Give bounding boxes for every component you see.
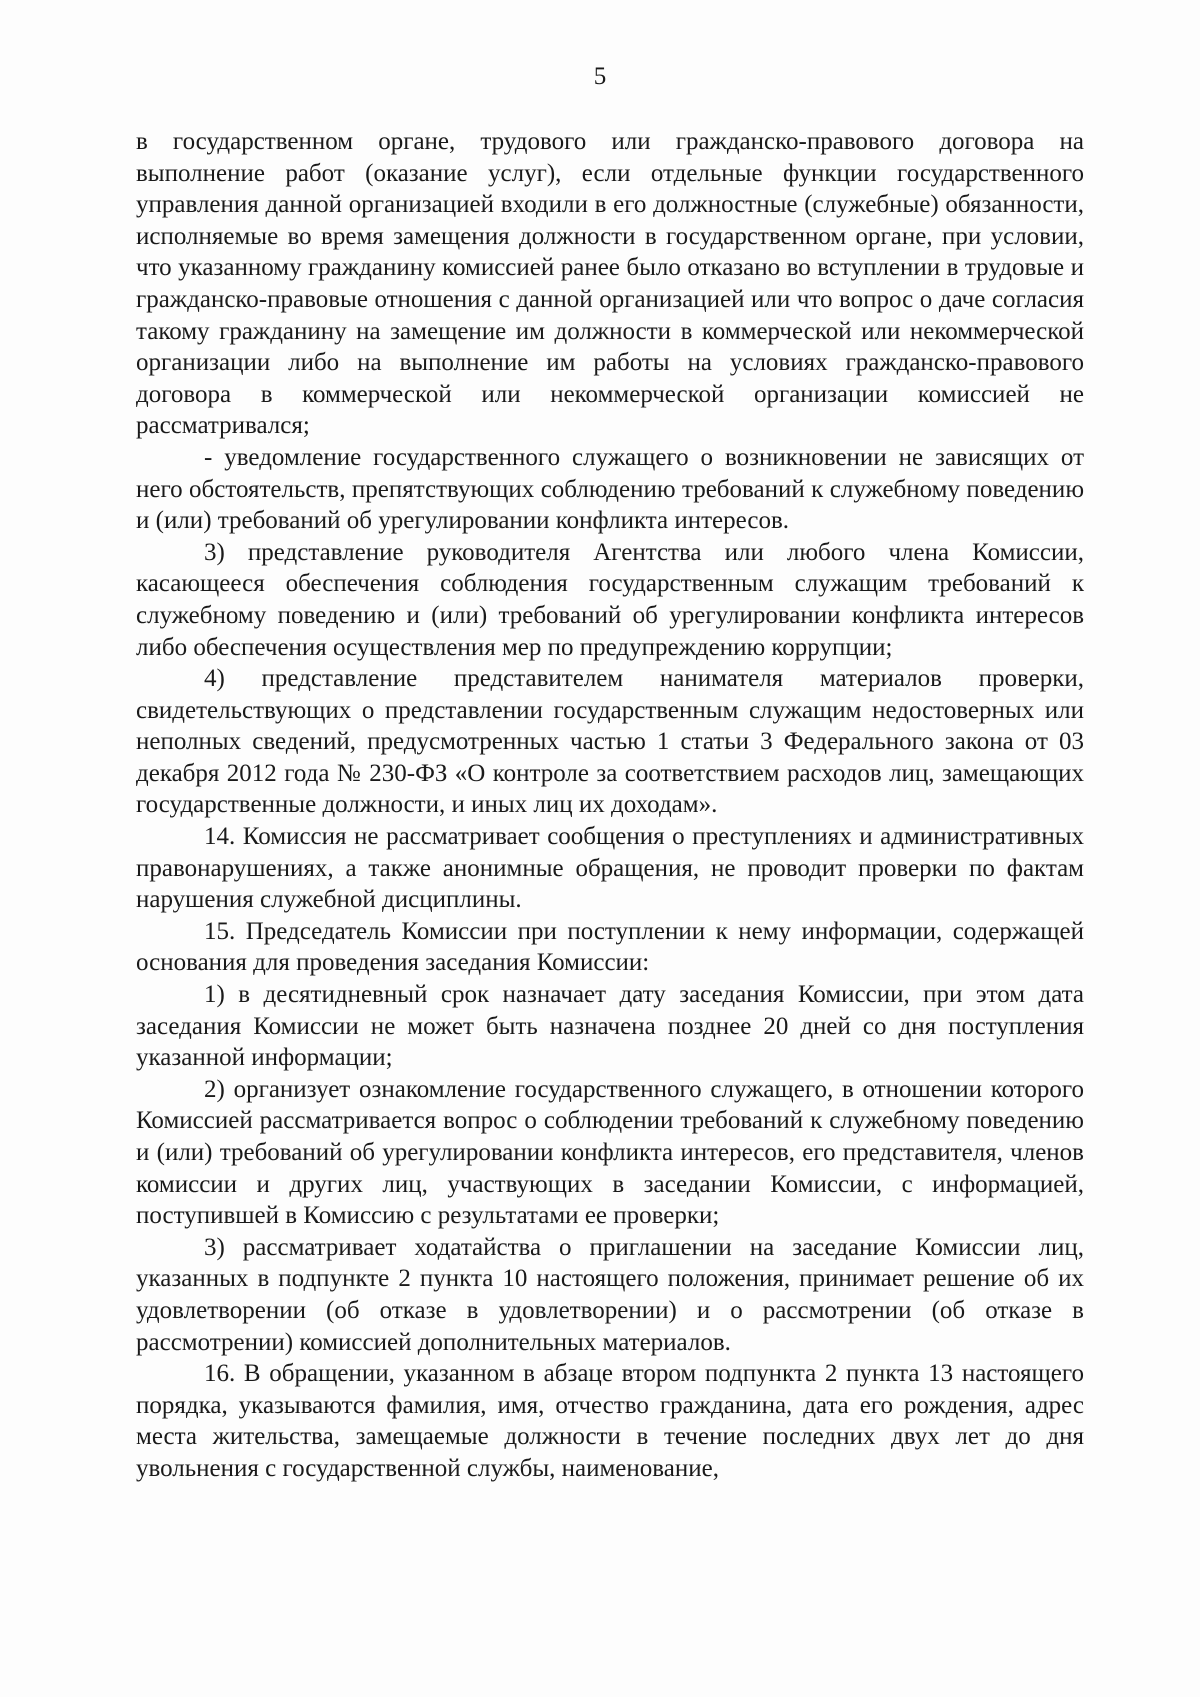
paragraph-subitem-1: 1) в десятидневный срок назначает дату заседания Комиссии, при этом дата заседания Комиссии не может быть назначена позднее 20 дней со дня поступления указанной информации; bbox=[136, 981, 1084, 1072]
paragraph-continuation: в государственном органе, трудового или гражданско-правового договора на выполнение работ (оказание услуг), если отдельные функции государственного управления данной организацией входили в его должностные (служебные) обязанности, исполняемые во время замещения должности в государственном органе, при условии, что указанному гражданину комиссией ранее было отказано во вступлении в трудовые и гражданско-правовые отношения с данной организацией или что вопрос о даче согласия такому гражданину на замещение им должности в коммерческой или некоммерческой организации либо на выполнение им работы на условиях гражданско-правового договора в коммерческой или некоммерческой организации комиссией не рассматривался; bbox=[136, 128, 1084, 440]
paragraph-subitem-3: 3) рассматривает ходатайства о приглашении на заседание Комиссии лиц, указанных в подпункте 2 пункта 10 настоящего положения, принимает решение об их удовлетворении (об отказе в удовлетворении) и о рассмотрении (об отказе в рассмотрении) комиссией дополнительных материалов. bbox=[136, 1233, 1084, 1356]
paragraph-item-4: 4) представление представителем нанимателя материалов проверки, свидетельствующих о представлении государственным служащим недостоверных или неполных сведений, предусмотренных частью 1 статьи 3 Федерального закона от 03 декабря 2012 года № 230-ФЗ «О контроле за соответствием расходов лиц, замещающих государственные должности, и иных лиц их доходам». bbox=[136, 665, 1084, 819]
page-number: 5 bbox=[593, 63, 607, 90]
paragraph-subitem-2: 2) организует ознакомление государственного служащего, в отношении которого Комиссией рассматривается вопрос о соблюдении требований к служебному поведению и (или) требований об урегулировании конфликта интересов, его представителя, членов комиссии и других лиц, участвующих в заседании Комиссии, с информацией, поступившей в Комиссию с результатами ее проверки; bbox=[136, 1075, 1084, 1230]
paragraph-clause-14: 14. Комиссия не рассматривает сообщения о преступлениях и административных правонарушениях, а также анонимные обращения, не проводит проверки по фактам нарушения служебной дисциплины. bbox=[136, 823, 1084, 914]
paragraph-item-3: 3) представление руководителя Агентства или любого члена Комиссии, касающееся обеспечения соблюдения государственным служащим требований к служебному поведению и (или) требований об урегулировании конфликта интересов либо обеспечения осуществления мер по предупреждению коррупции; bbox=[136, 538, 1084, 661]
paragraph-notification: - уведомление государственного служащего о возникновении не зависящих от него обстоятельств, препятствующих соблюдению требований к служебному поведению и (или) требований об урегулировании конфликта интересов. bbox=[136, 443, 1084, 535]
document-body bbox=[136, 126, 1084, 1485]
paragraph-clause-15: 15. Председатель Комиссии при поступлении к нему информации, содержащей основания для проведения заседания Комиссии: bbox=[136, 917, 1084, 977]
paragraph-clause-16: 16. В обращении, указанном в абзаце втором подпункта 2 пункта 13 настоящего порядка, указываются фамилия, имя, отчество гражданина, дата его рождения, адрес места жительства, замещаемые должности в течение последних двух лет до дня увольнения с государственной службы, наименование, bbox=[136, 1360, 1084, 1482]
